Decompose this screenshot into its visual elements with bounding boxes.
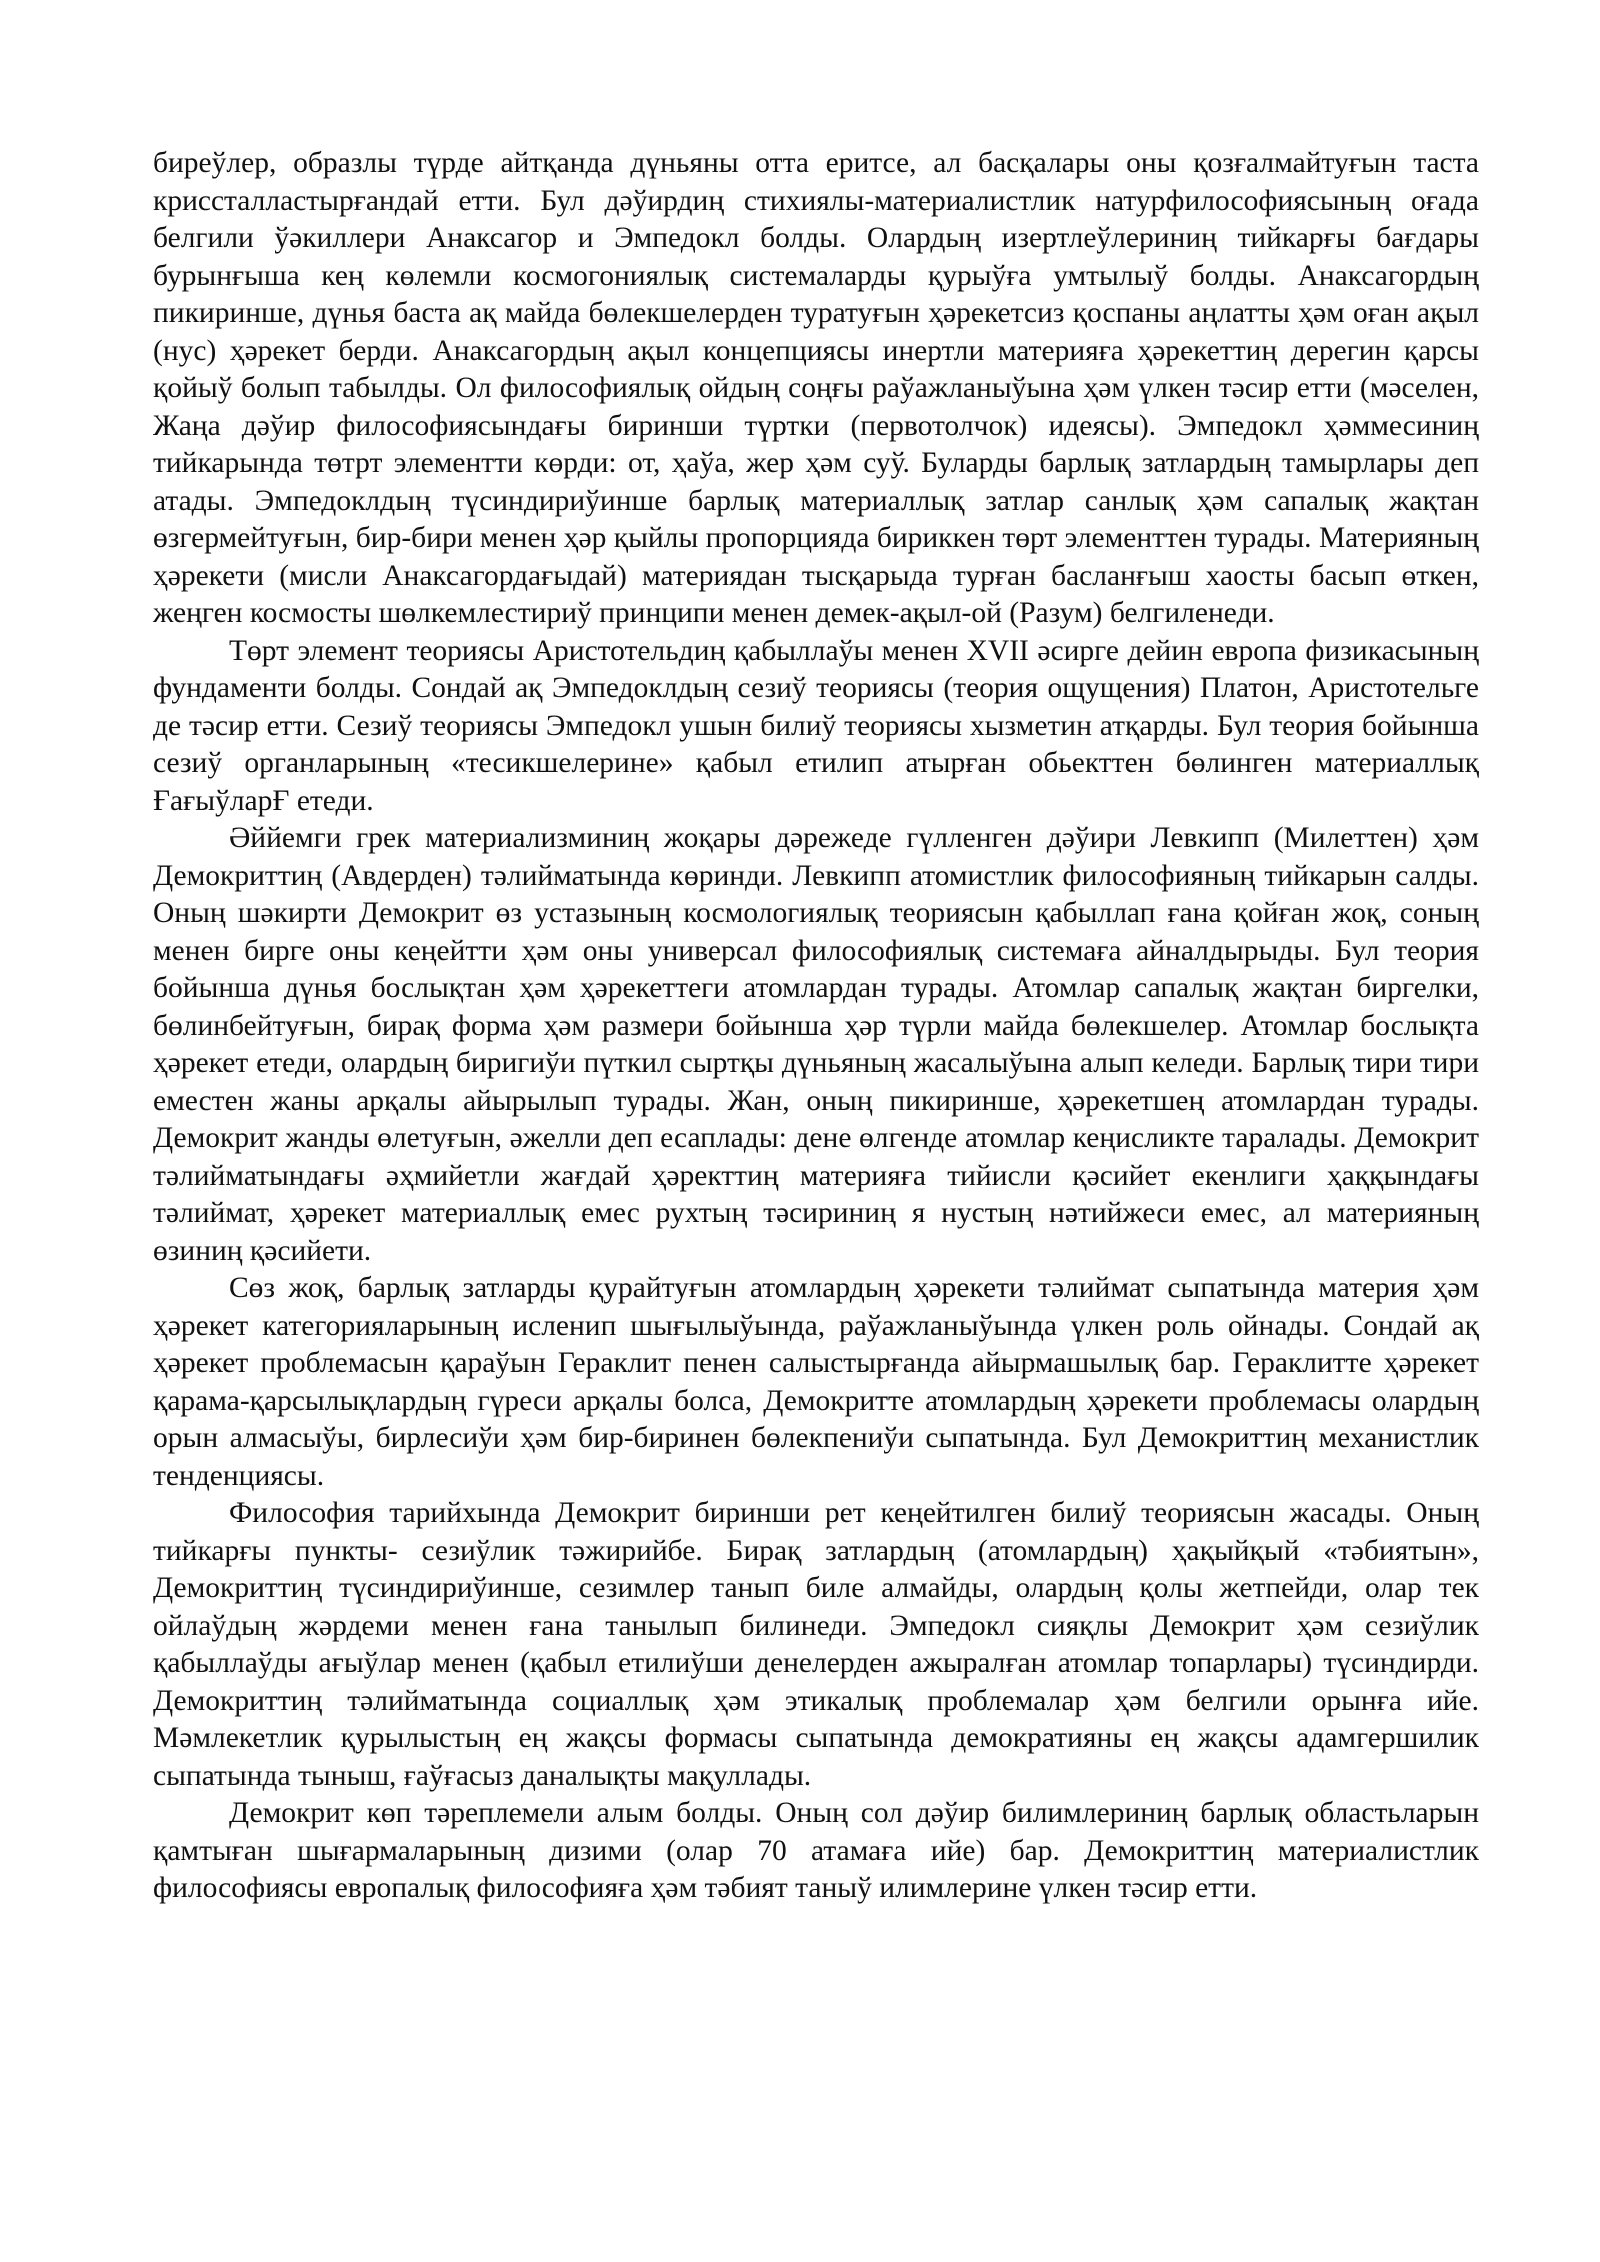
paragraph-2: Төрт элемент теориясы Аристотельдиң қабыллаўы менен XVII әсирге дейин европа физикасының фундаменти болды. Сондай ақ Эмпедоклдың сезиў теориясы (теория ощущения) Платон, Аристотельге де тәсир етти. Сезиў теориясы Эмпедокл ушын билиў теориясы хызметин атқарды. Бул теория бойынша сезиў органларының «тесикшелерине» қабыл етилип атырған обьекттен бөлинген материаллық ҒағыўларҒ етеди. <box>153 634 1479 817</box>
paragraph-4: Сөз жоқ, барлық затларды қурайтуғын атомлардың ҳәрекети тәлиймат сыпатында материя ҳәм ҳәрекет категорияларының исленип шығылыўында, раўажланыўында үлкен роль ойнады. Сондай ақ ҳәрекет проблемасын қараўын Гераклит пенен салыстырғанда айырмашылық бар. Гераклитте ҳәрекет қарама-қарсылықлардың гүреси арқалы болса, Демокритте атомлардың ҳәрекети проблемасы олардың орын алмасыўы, бирлесиўи ҳәм бир-биринен бөлекпениўи сыпатында. Бул Демокриттиң механистлик тенденциясы. <box>153 1272 1479 1492</box>
document-page <box>153 145 1479 1908</box>
paragraph-1: биреўлер, образлы түрде айтқанда дүньяны отта еритсе, ал басқалары оны қозғалмайтуғын таста криссталластырғандай етти. Бул дәўирдиң стихиялы-материалистлик натурфилософиясының оғада белгили ўәкиллери Анаксагор и Эмпедокл болды. Олардың изертлеўлериниң тийкарғы бағдары бурынғыша кең көлемли космогониялық системаларды қурыўға умтылыў болды. Анаксагордың пикиринше, дүнья баста ақ майда бөлекшелерден туратуғын ҳәрекетсиз қоспаны аңлатты ҳәм оған ақыл (нус) ҳәрекет берди. Анаксагордың ақыл концепциясы инертли материяға ҳәрекеттиң дерегин қарсы қойыў болып табылды. Ол философиялық ойдың соңғы раўажланыўына ҳәм үлкен тәсир етти (мәселен, Жаңа дәўир философиясындағы биринши түртки (первотолчок) идеясы). Эмпедокл ҳәммесиниң тийкарында төтрт элементти көрди: от, ҳаўа, жер ҳәм суў. Буларды барлық затлардың тамырлары деп атады. Эмпедоклдың түсиндириўинше барлық материаллық затлар санлық ҳәм сапалық жақтан өзгермейтуғын, бир-бири менен ҳәр қыйлы пропорцияда бириккен төрт элементтен турады. Материяның ҳәрекети (мисли Анаксагордағыдай) материядан тысқарыда турған басланғыш хаосты басып өткен, жеңген космосты шөлкемлестириў принципи менен демек-ақыл-ой (Разум) белгиленеди. <box>153 147 1479 629</box>
paragraph-5: Философия тарийхында Демокрит биринши рет кеңейтилген билиў теориясын жасады. Оның тийкарғы пункты- сезиўлик тәжирийбе. Бирақ затлардың (атомлардың) ҳақыйқый «тәбиятын», Демокриттиң түсиндириўинше, сезимлер танып биле алмайды, олардың қолы жетпейди, олар тек ойлаўдың жәрдеми менен ғана танылып билинеди. Эмпедокл сияқлы Демокрит ҳәм сезиўлик қабыллаўды ағыўлар менен (қабыл етилиўши денелерден ажыралған атомлар топарлары) түсиндирди. Демокриттиң тәлийматында социаллық ҳәм этикалық проблемалар ҳәм белгили орынға ийе. Мәмлекетлик қурылыстың ең жақсы формасы сыпатында демократияны ең жақсы адамгершилик сыпатында тыныш, ғаўғасыз даналықты мақуллады. <box>153 1497 1479 1792</box>
paragraph-6: Демокрит көп тәреплемели алым болды. Оның сол дәўир билимлериниң барлық областьларын қамтыған шығармаларының дизими (олар 70 атамаға ийе) бар. Демокриттиң материалистлик философиясы европалық философияға ҳәм тәбият таныў илимлерине үлкен тәсир етти. <box>153 1797 1479 1904</box>
paragraph-3: Әййемги грек материализминиң жоқары дәрежеде гүлленген дәўири Левкипп (Милеттен) ҳәм Демокриттиң (Авдерден) тәлийматында көринди. Левкипп атомистлик философияның тийкарын салды. Оның шәкирти Демокрит өз устазының космологиялық теориясын қабыллап ғана қойған жоқ, соның менен бирге оны кеңейтти ҳәм оны универсал философиялық системаға айналдырыды. Бул теория бойынша дүнья бослықтан ҳәм ҳәрекеттеги атомлардан турады. Атомлар сапалық жақтан биргелки, бөлинбейтуғын, бирақ форма ҳәм размери бойынша ҳәр түрли майда бөлекшелер. Атомлар бослықта ҳәрекет етеди, олардың биригиўи пүткил сыртқы дүньяның жасалыўына алып келеди. Барлық тири тири еместен жаны арқалы айырылып турады. Жан, оның пикиринше, ҳәрекетшең атомлардан турады. Демокрит жанды өлетуғын, әжелли деп есаплады: дене өлгенде атомлар кеңисликте таралады. Демокрит тәлийматындағы әҳмийетли жағдай ҳәректтиң материяға тийисли қәсийет екенлиги ҳаққындағы тәлиймат, ҳәрекет материаллық емес рухтың тәсириниң я нустың нәтийжеси емес, ал материяның өзиниң қәсийети. <box>153 822 1479 1267</box>
